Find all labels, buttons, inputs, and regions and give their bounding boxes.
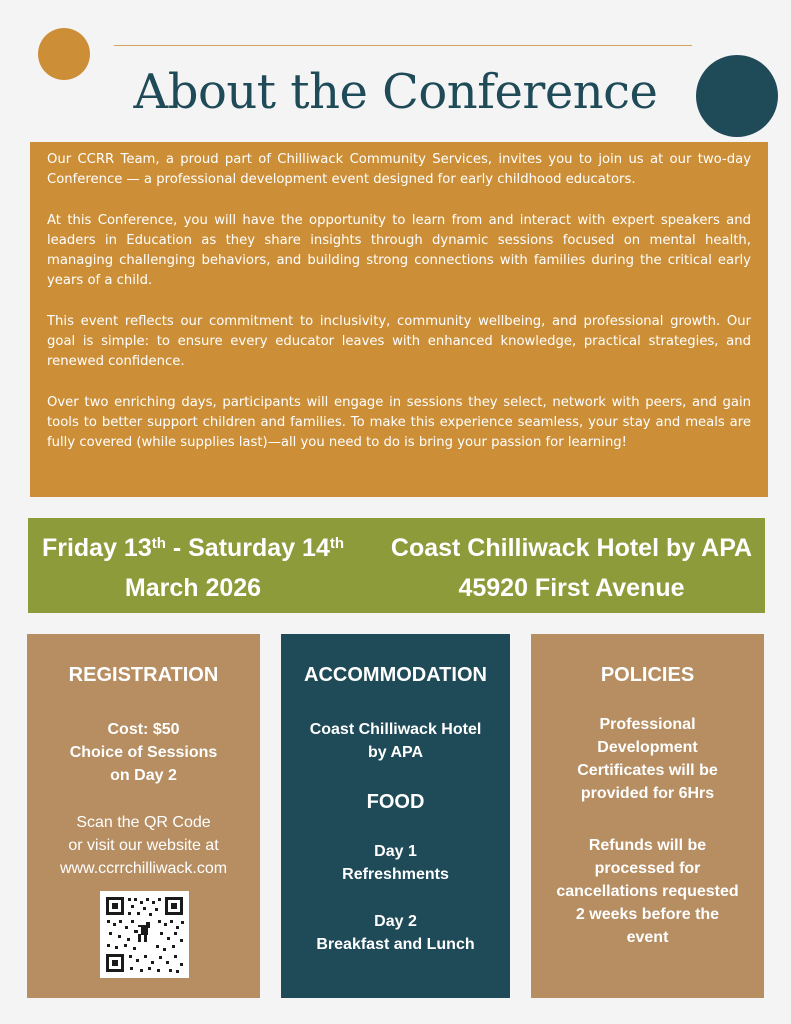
accommodation-card bbox=[281, 634, 510, 998]
policies-card bbox=[531, 634, 764, 998]
registration-cost: Cost: $50 bbox=[107, 721, 180, 738]
hotel-block bbox=[289, 718, 502, 764]
scan-line-1: Scan the QR Code bbox=[76, 814, 211, 831]
refund-line-2: processed for bbox=[594, 860, 701, 877]
refund-line-1: Refunds will be bbox=[588, 837, 707, 854]
food-day1-label: Day 1 bbox=[374, 843, 417, 860]
day1-text: Friday 13 bbox=[41, 534, 152, 562]
cert-line-2: Development bbox=[597, 739, 698, 756]
cert-line-4: provided for 6Hrs bbox=[580, 785, 715, 802]
intro-paragraph-4: Over two enriching days, participants will engage in sessions they select, network with peers, and gain tools to better support children and families. To make this experience seamless, your stay and meals are fully covered (while supplies last)—all you need to do is bring your passion for learning! bbox=[47, 394, 751, 451]
intro-paragraph-3: This event reflects our commitment to inclusivity, community wellbeing, and professional growth. Our goal is simple: to ensure every educator leaves with enhanced knowledge, practical strategies, and renewed confidence. bbox=[47, 313, 751, 370]
hotel-line-2: by APA bbox=[367, 744, 424, 761]
intro-panel bbox=[30, 142, 768, 497]
qr-code-icon bbox=[100, 891, 189, 978]
hotel-line-1: Coast Chilliwack Hotel bbox=[309, 721, 482, 738]
food-heading: FOOD bbox=[366, 791, 425, 813]
event-location bbox=[378, 528, 765, 608]
day2-suffix: th bbox=[329, 535, 345, 552]
certificate-policy bbox=[539, 713, 756, 805]
session-choice-line-1: Choice of Sessions bbox=[69, 744, 218, 761]
website-link[interactable]: www.ccrrchilliwack.com bbox=[59, 860, 228, 877]
refund-line-5: event bbox=[626, 929, 669, 946]
food-day1-block bbox=[289, 840, 502, 886]
venue-address: 45920 First Avenue bbox=[458, 574, 685, 602]
event-details-banner bbox=[28, 518, 765, 613]
registration-heading: REGISTRATION bbox=[68, 664, 219, 686]
day2-text: Saturday 14 bbox=[188, 534, 330, 562]
day1-suffix: th bbox=[151, 535, 166, 552]
registration-cost-block bbox=[35, 718, 252, 787]
cert-line-3: Certificates will be bbox=[577, 762, 718, 779]
registration-instructions bbox=[35, 811, 252, 880]
date-separator: - bbox=[165, 534, 189, 562]
registration-card bbox=[27, 634, 260, 998]
food-day2-meal: Breakfast and Lunch bbox=[316, 936, 475, 953]
page-title: About the Conference bbox=[133, 64, 658, 120]
qr-code[interactable] bbox=[100, 891, 189, 978]
date-range bbox=[28, 528, 358, 568]
venue-name: Coast Chilliwack Hotel by APA bbox=[390, 534, 753, 562]
food-day2-block bbox=[289, 910, 502, 956]
food-day2-label: Day 2 bbox=[374, 913, 417, 930]
event-dates bbox=[28, 528, 358, 608]
header-divider bbox=[114, 45, 692, 46]
accommodation-heading: ACCOMMODATION bbox=[304, 664, 487, 686]
intro-paragraph-1: Our CCRR Team, a proud part of Chilliwack Community Services, invites you to join us at our two-day Conference — a professional development event designed for early childhood educators. bbox=[47, 152, 751, 188]
event-month: March 2026 bbox=[124, 574, 262, 602]
refund-line-3: cancellations requested bbox=[556, 883, 739, 900]
policies-heading: POLICIES bbox=[600, 664, 695, 686]
cert-line-1: Professional bbox=[599, 716, 696, 733]
session-choice-line-2: on Day 2 bbox=[110, 767, 177, 784]
refund-policy bbox=[533, 834, 762, 949]
scan-line-2: or visit our website at bbox=[68, 837, 219, 854]
food-day1-meal: Refreshments bbox=[342, 866, 449, 883]
intro-paragraph-2: At this Conference, you will have the opportunity to learn from and interact with expert speakers and leaders in Education as they share insights through dynamic sessions focused on mental health, managing challenging behaviors, and building strong connections with families during the critical early years of a child. bbox=[47, 212, 751, 289]
refund-line-4: 2 weeks before the bbox=[575, 906, 720, 923]
